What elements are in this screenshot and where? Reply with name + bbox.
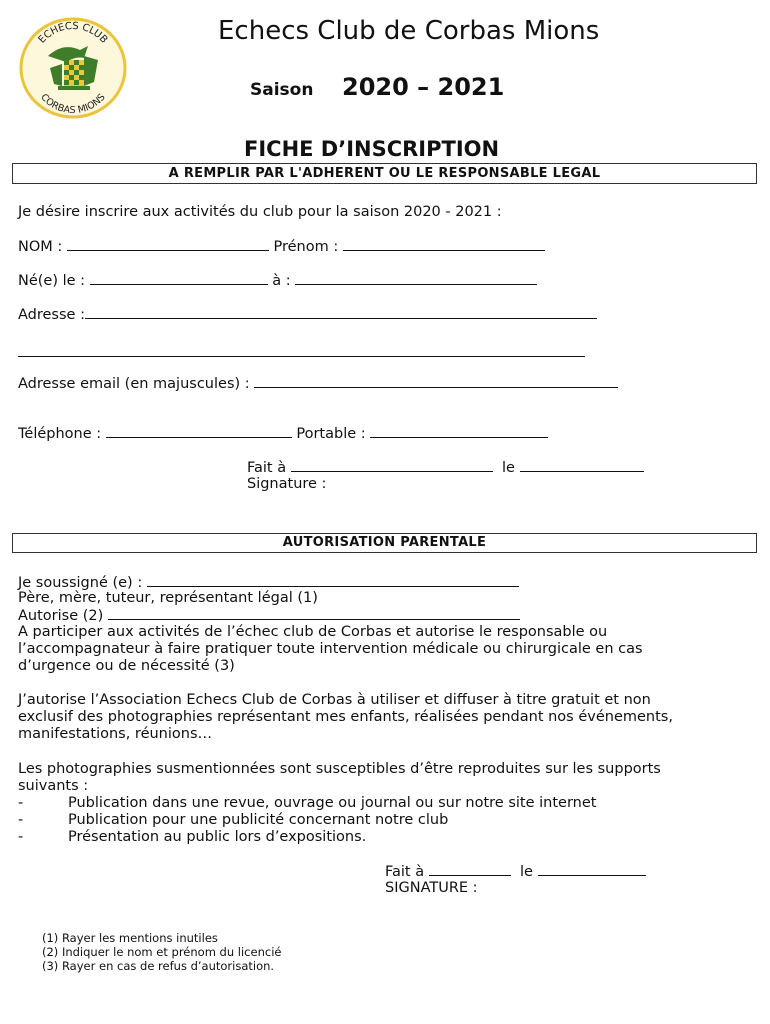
- club-title: Echecs Club de Corbas Mions: [218, 16, 600, 46]
- season-years: 2020 – 2021: [342, 73, 505, 101]
- autorise-field[interactable]: [108, 607, 520, 620]
- le-label: le: [501, 460, 515, 476]
- bullet-item: Publication pour une publicité concernant notre club: [68, 812, 449, 828]
- bullet-marker: -: [18, 812, 24, 828]
- portable-label: Portable :: [296, 426, 366, 442]
- soussigne-row: [18, 574, 519, 591]
- lieu-label: à :: [272, 273, 291, 289]
- telephone-field[interactable]: [106, 425, 292, 438]
- fait-a-row-2: [385, 863, 646, 880]
- fait-a-label-2: Fait à: [385, 864, 425, 880]
- bullet-item: Publication dans une revue, ouvrage ou journal ou sur notre site internet: [68, 795, 597, 811]
- intro-text: Je désire inscrire aux activités du club pour la saison 2020 - 2021 :: [18, 204, 502, 220]
- para2-line2: exclusif des photographies représentant mes enfants, réalisées pendant nos événements,: [18, 709, 673, 725]
- nom-row: [18, 238, 545, 255]
- date-field[interactable]: [520, 459, 644, 472]
- para2-line3: manifestations, réunions…: [18, 726, 213, 742]
- adresse-row: [18, 306, 597, 323]
- fait-a-field[interactable]: [291, 459, 493, 472]
- logo-top-text: ECHECS CLUB: [36, 20, 110, 46]
- telephone-label: Téléphone :: [18, 426, 102, 442]
- bullet-marker: -: [18, 829, 24, 845]
- para3-line1: Les photographies susmentionnées sont susceptibles d’être reproduites sur les supports: [18, 761, 661, 777]
- form-title: FICHE D’INSCRIPTION: [244, 137, 500, 161]
- signature-label: Signature :: [247, 476, 327, 492]
- footnote-2: (2) Indiquer le nom et prénom du licencié: [42, 945, 282, 959]
- soussigne-field[interactable]: [147, 574, 519, 587]
- section1-banner: A REMPLIR PAR L'ADHERENT OU LE RESPONSABLE LEGAL: [12, 163, 757, 184]
- autorise-row: [18, 607, 520, 624]
- le-label-2: le: [519, 864, 533, 880]
- email-field[interactable]: [254, 375, 618, 388]
- nom-label: NOM :: [18, 239, 63, 255]
- fait-a-label: Fait à: [247, 460, 287, 476]
- date-field-2[interactable]: [538, 863, 646, 876]
- fait-a-row: [247, 459, 644, 476]
- prenom-field[interactable]: [343, 238, 545, 251]
- email-label: Adresse email (en majuscules) :: [18, 376, 250, 392]
- ne-le-label: Né(e) le :: [18, 273, 86, 289]
- adresse-field[interactable]: [85, 306, 597, 319]
- club-logo: [18, 16, 128, 120]
- prenom-label: Prénom :: [273, 239, 339, 255]
- lieu-naissance-field[interactable]: [295, 272, 537, 285]
- footnote-1: (1) Rayer les mentions inutiles: [42, 931, 218, 945]
- signature-label-2: SIGNATURE :: [385, 880, 478, 896]
- para3-line2: suivants :: [18, 778, 89, 794]
- date-naissance-field[interactable]: [90, 272, 268, 285]
- adresse-label: Adresse :: [18, 307, 85, 323]
- autorisation-banner: AUTORISATION PARENTALE: [12, 533, 757, 553]
- portable-field[interactable]: [370, 425, 548, 438]
- soussigne-label: Je soussigné (e) :: [18, 575, 143, 591]
- nom-field[interactable]: [67, 238, 269, 251]
- fait-a-field-2[interactable]: [429, 863, 511, 876]
- season-label: Saison: [250, 80, 314, 100]
- para1-line3: d’urgence ou de nécessité (3): [18, 658, 235, 674]
- footnote-3: (3) Rayer en cas de refus d’autorisation.: [42, 959, 275, 973]
- bullet-marker: -: [18, 795, 24, 811]
- email-row: [18, 375, 618, 392]
- autorise-label: Autorise (2): [18, 608, 104, 624]
- naissance-row: [18, 272, 537, 289]
- para1-line1: A participer aux activités de l’échec club de Corbas et autorise le responsable ou: [18, 624, 608, 640]
- parent-line: Père, mère, tuteur, représentant légal (1): [18, 590, 318, 606]
- bullet-item: Présentation au public lors d’expositions.: [68, 829, 367, 845]
- para1-line2: l’accompagnateur à faire pratiquer toute intervention médicale ou chirurgicale en cas: [18, 641, 643, 657]
- para2-line1: J’autorise l’Association Echecs Club de Corbas à utiliser et diffuser à titre gratuit et non: [18, 692, 651, 708]
- adresse-field-line2[interactable]: [18, 342, 585, 357]
- logo-bottom-text: CORBAS MIONS: [38, 91, 108, 117]
- telephone-row: [18, 425, 548, 442]
